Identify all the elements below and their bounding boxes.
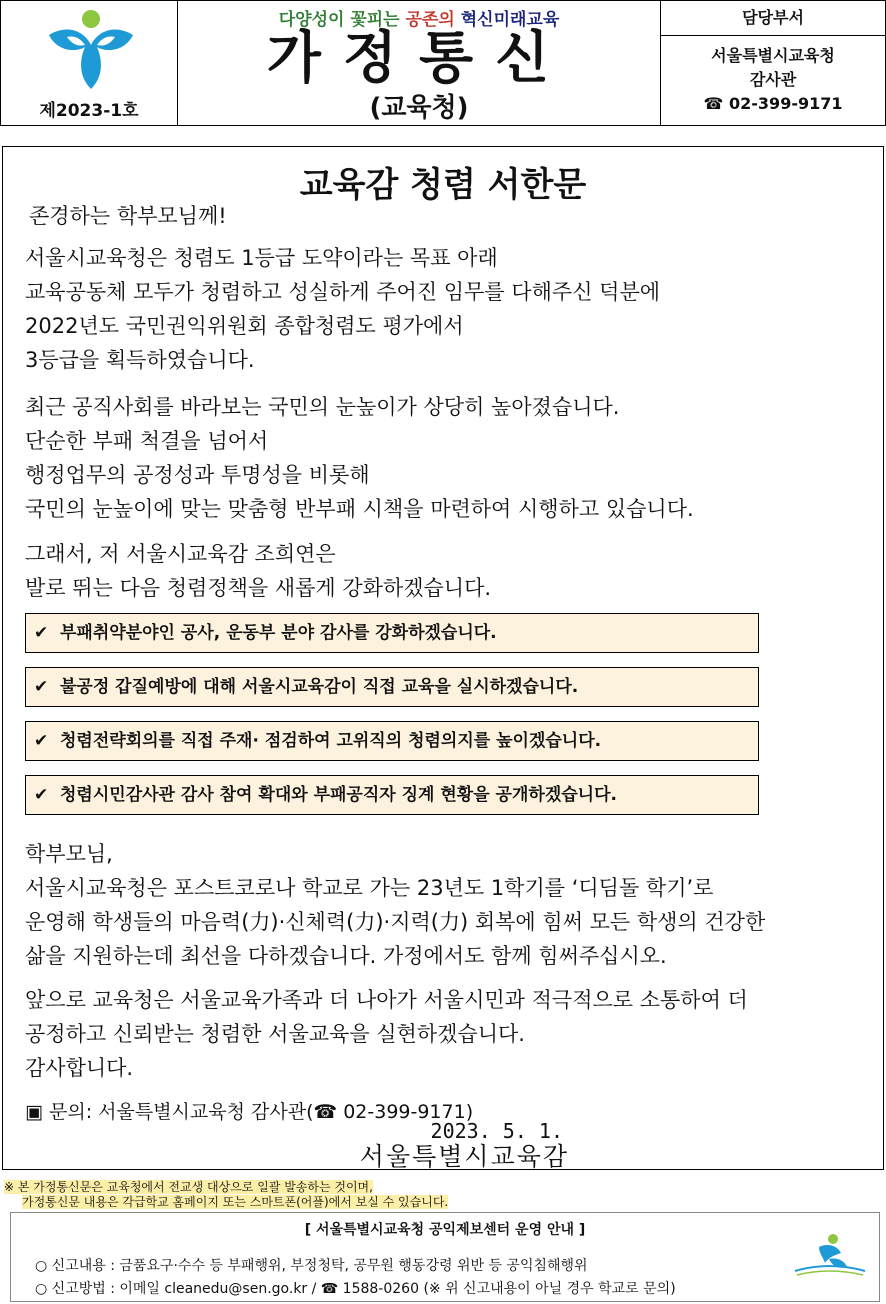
report-content: ○ 신고내용 : 금품요구·수수 등 부패행위, 부정청탁, 공무원 행동강령 위반 등 공익침해행위 (35, 1258, 588, 1274)
letter-date: 2023. 5. 1. (430, 1119, 563, 1143)
signer-name: 서울특별시교육감 (359, 1142, 569, 1171)
department-box (660, 0, 886, 126)
report-center-box (10, 1212, 880, 1302)
pledge-text: 불공정 갑질예방에 대해 서울시교육감이 직접 교육을 실시하겠습니다. (60, 677, 579, 697)
paragraph-line: 행정업무의 공정성과 투명성을 비롯해 (25, 463, 370, 487)
title-box (178, 0, 660, 126)
report-center-title: [ 서울특별시교육청 공익제보센터 운영 안내 ] (304, 1222, 586, 1238)
paragraph-5 (25, 983, 877, 1085)
pledge-item (25, 613, 759, 653)
newsletter-subtitle: (교육청) (369, 93, 469, 123)
note-line-2: 가정통신문 내용은 각급학교 홈페이지 또는 스마트폰(어플)에서 보실 수 있습니다. (22, 1195, 449, 1209)
paragraph-line: 운영해 학생들의 마음력(力)·신체력(力)·지력(力) 회복에 힘써 모든 학생의 건강한 (25, 910, 766, 934)
paragraph-2 (25, 390, 877, 526)
check-icon: ✔ (34, 785, 49, 805)
check-icon: ✔ (34, 623, 49, 643)
seoul-education-logo-icon (41, 7, 141, 91)
logo-box (0, 0, 178, 126)
anti-corruption-logo-icon (789, 1231, 869, 1279)
check-icon: ✔ (34, 731, 49, 751)
letter-title: 교육감 청렴 서한문 (299, 165, 587, 205)
greeting: 존경하는 학부모님께! (29, 204, 227, 228)
contact-info: ▣ 문의: 서울특별시교육청 감사관(☎ 02-399-9171) (25, 1101, 474, 1123)
paragraph-line: 교육공동체 모두가 청렴하고 성실하게 주어진 임무를 다해주신 덕분에 (25, 280, 661, 304)
address-line: 학부모님, (25, 842, 113, 866)
paragraph-line: 단순한 부패 척결을 넘어서 (25, 429, 269, 453)
paragraph-line: 그래서, 저 서울시교육감 조희연은 (25, 542, 336, 566)
paragraph-line: 삶을 지원하는데 최선을 다하겠습니다. 가정에서도 함께 힘써주십시오. (25, 944, 667, 968)
pledge-item (25, 721, 759, 761)
newsletter-header (0, 0, 886, 128)
pledge-item (25, 667, 759, 707)
paragraph-line: 공정하고 신뢰받는 청렴한 서울교육을 실현하겠습니다. (25, 1022, 525, 1046)
letter-body (2, 146, 884, 1170)
department-phone-number: 02-399-9171 (729, 94, 843, 113)
check-icon: ✔ (34, 677, 49, 697)
pledge-text: 청렴전략회의를 직접 주재· 점검하여 고위직의 청렴의지를 높이겠습니다. (60, 731, 602, 751)
department-label: 담당부서 (661, 1, 885, 36)
paragraph-line: 최근 공직사회를 바라보는 국민의 눈높이가 상당히 높아졌습니다. (25, 395, 620, 419)
newsletter-title: 가정통신 (266, 25, 572, 91)
slogan-part-2: 공존의 (405, 10, 455, 30)
paragraph-line: 서울시교육청은 포스트코로나 학교로 가는 23년도 1학기를 ‘디딤돌 학기’로 (25, 876, 714, 900)
paragraph-line: 국민의 눈높이에 맞는 맞춤형 반부패 시책을 마련하여 시행하고 있습니다. (25, 497, 694, 521)
paragraph-3 (25, 537, 877, 605)
distribution-note (4, 1180, 884, 1210)
paragraph-line: 서울시교육청은 청렴도 1등급 도약이라는 목표 아래 (25, 246, 498, 270)
slogan-part-1: 다양성이 꽃피는 (278, 10, 406, 30)
department-office: 감사관 (749, 70, 797, 89)
paragraph-line: 감사합니다. (25, 1056, 134, 1080)
department-name: 서울특별시교육청 (711, 46, 835, 65)
pledge-text: 부패취약분야인 공사, 운동부 분야 감사를 강화하겠습니다. (60, 623, 497, 643)
department-phone (661, 92, 885, 116)
pledge-text: 청렴시민감사관 감사 참여 확대와 부패공직자 징계 현황을 공개하겠습니다. (60, 785, 617, 805)
report-method: ○ 신고방법 : 이메일 cleanedu@sen.go.kr / ☎ 1588-0260 (※ 위 신고내용이 아닐 경우 학교로 문의) (35, 1281, 676, 1297)
issue-number: 제2023-1호 (39, 101, 139, 121)
pledge-item (25, 775, 759, 815)
phone-icon: ☎ (703, 94, 724, 113)
slogan-part-3: 혁신미래교육 (454, 10, 560, 30)
paragraph-line: 2022년도 국민권익위원회 종합청렴도 평가에서 (25, 314, 464, 338)
note-line-1: ※ 본 가정통신문은 교육청에서 전교생 대상으로 일괄 발송하는 것이며, (4, 1180, 373, 1194)
paragraph-1 (25, 241, 877, 377)
paragraph-line: 발로 뛰는 다음 청렴정책을 새롭게 강화하겠습니다. (25, 576, 492, 600)
paragraph-line: 3등급을 획득하였습니다. (25, 348, 255, 372)
paragraph-4 (25, 871, 877, 973)
paragraph-line: 앞으로 교육청은 서울교육가족과 더 나아가 서울시민과 적극적으로 소통하여 더 (25, 988, 748, 1012)
